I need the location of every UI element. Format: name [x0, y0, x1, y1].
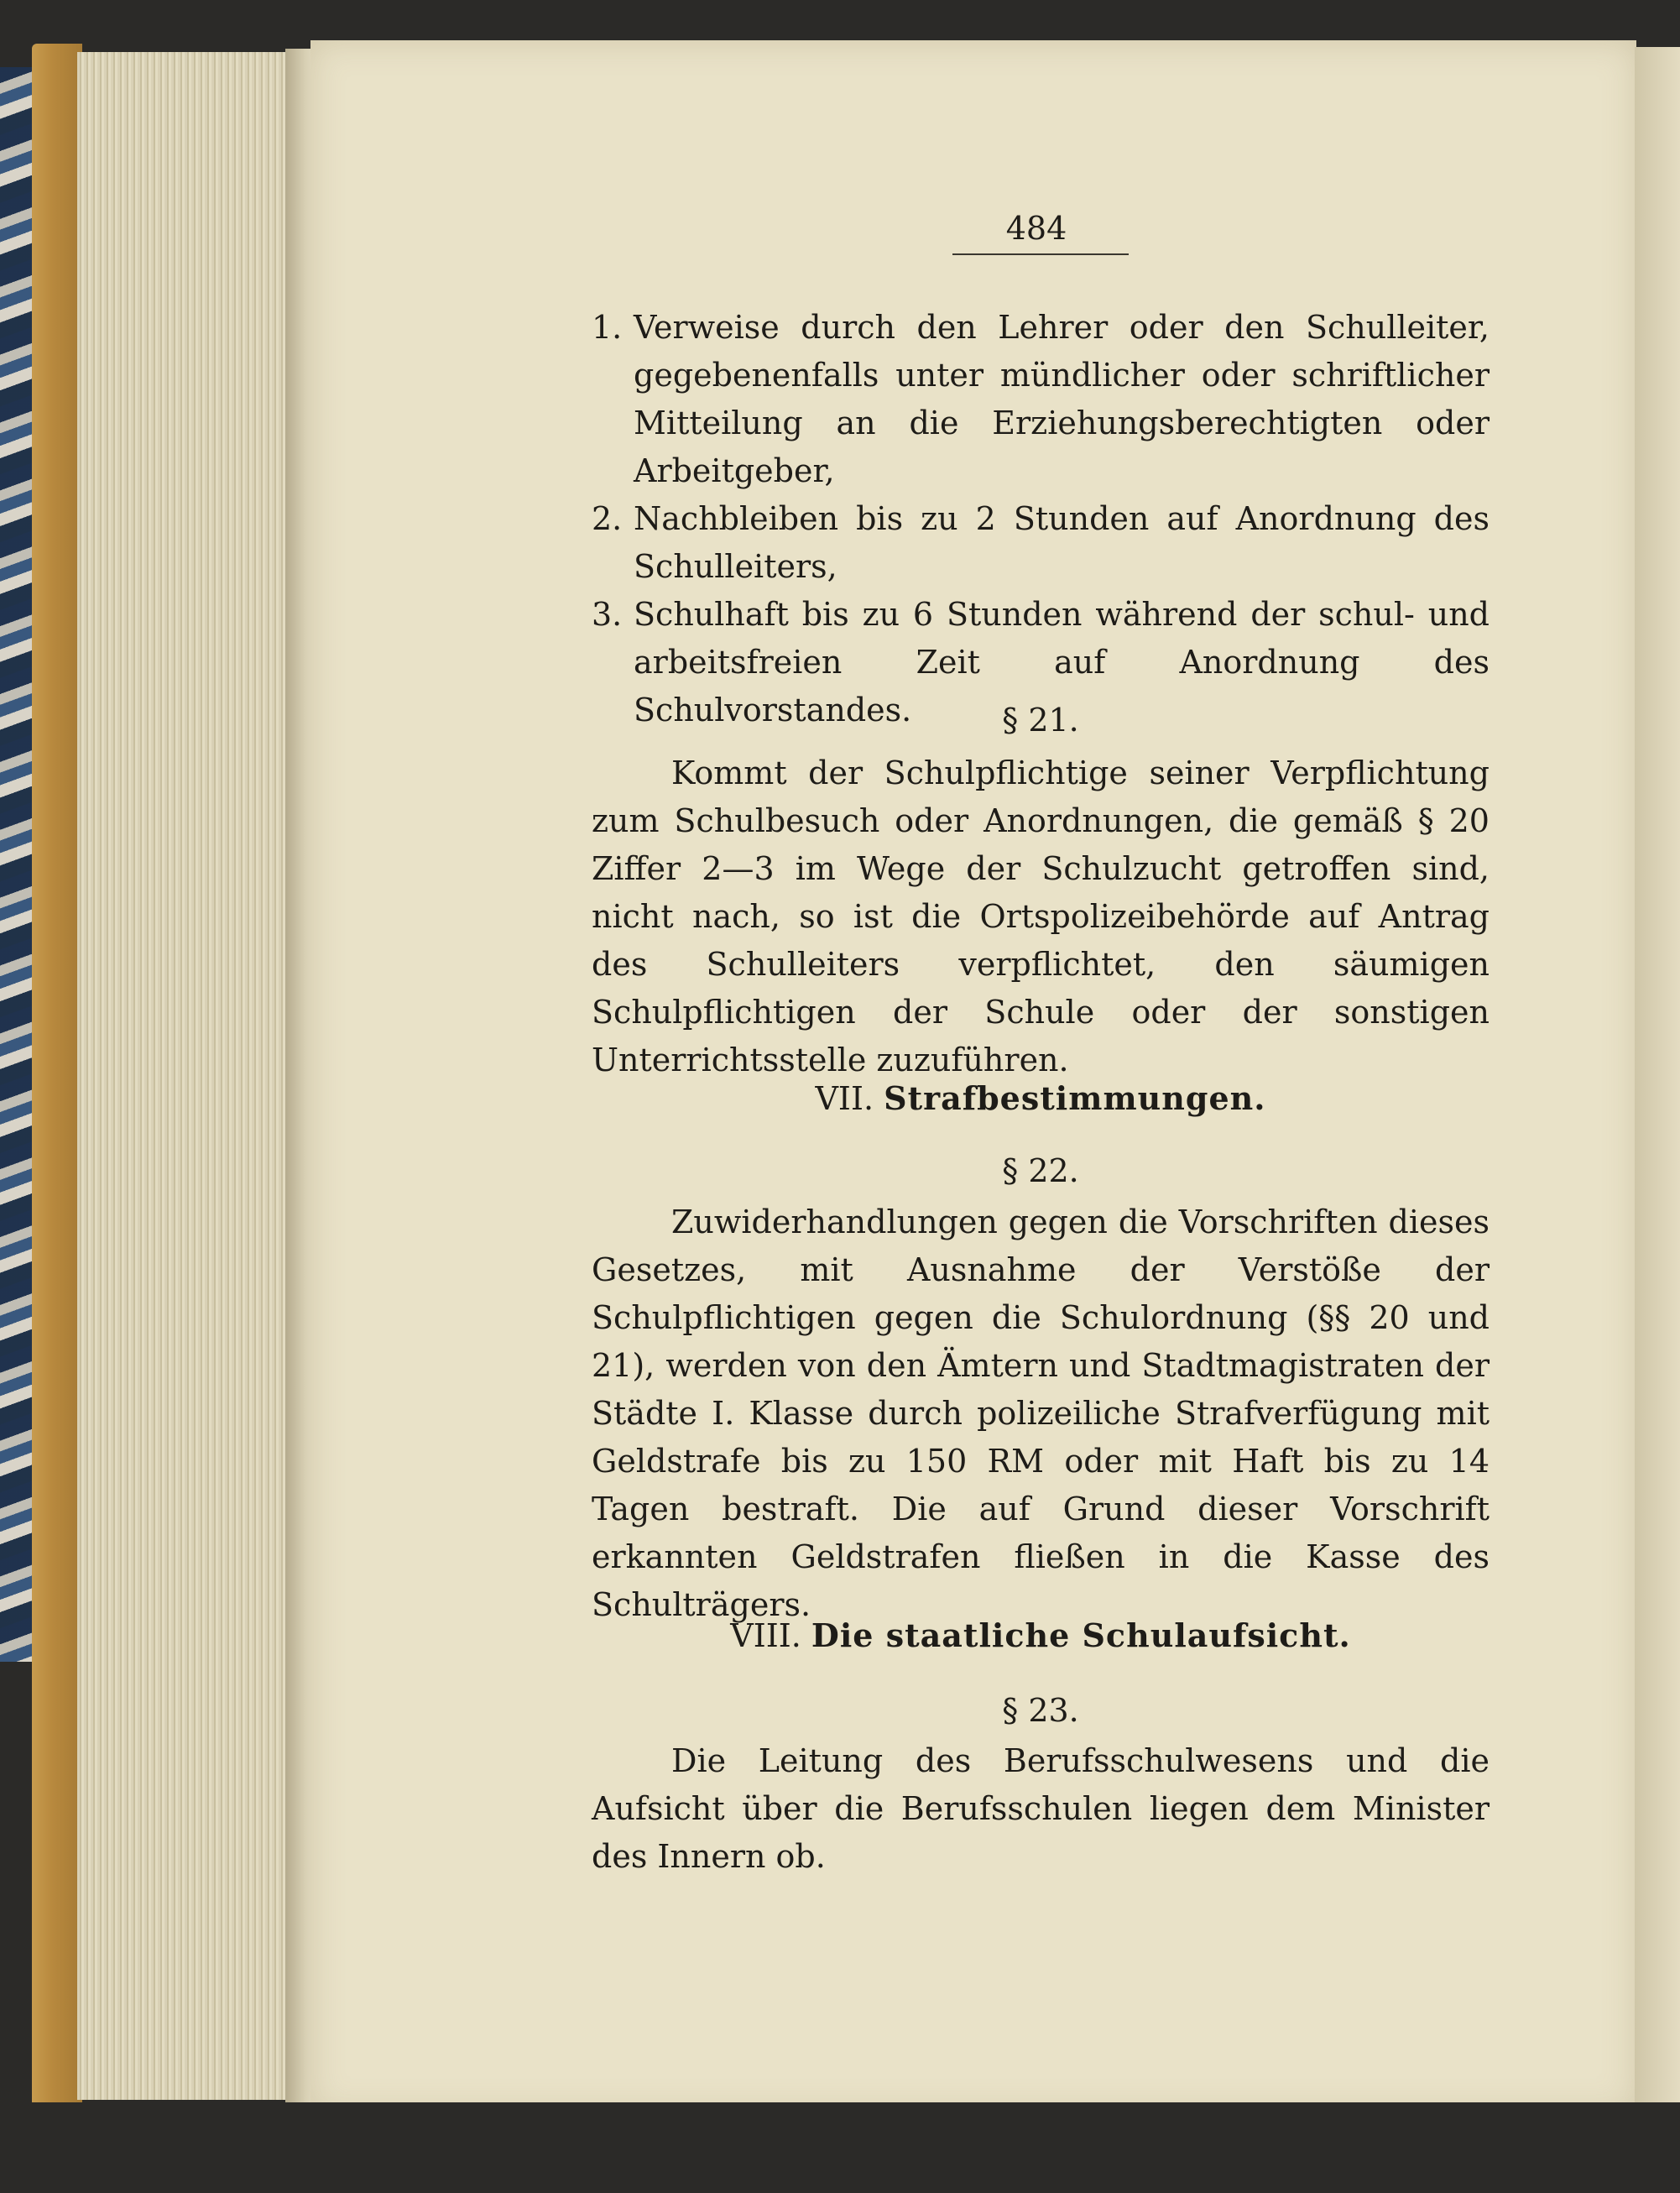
section-23-text: Die Leitung des Berufsschulwesens und die Aufsicht über die Berufsschulen liegen dem Minister des Innern ob. [592, 1742, 1490, 1875]
section-21-text: Kommt der Schulpflichtige seiner Verpflichtung zum Schulbesuch oder Anordnungen, die gemäß § 20 Ziffer 2—3 im Wege der Schulzucht getroffen sind, nicht nach, so ist die Ortspolizeibehörde auf Antrag des Schulleiters verpflichtet, den säumigen Schulpflichtigen der Schule oder der sonstigen Unterrichtsstelle zuzuführen. [592, 754, 1490, 1078]
section-23-heading: § 23. [1002, 1692, 1079, 1729]
list-number: 3. [592, 596, 623, 633]
list-text: Verweise durch den Lehrer oder den Schulleiter, gegebenenfalls unter mündlicher oder schriftlicher Mitteilung an die Erziehungsberechtigten oder Arbeitgeber, [634, 309, 1490, 489]
list-text: Nachbleiben bis zu 2 Stunden auf Anordnung des Schulleiters, [634, 500, 1490, 585]
list-text: Schulhaft bis zu 6 Stunden während der schul- und arbeitsfreien Zeit auf Anordnung des Schulvorstandes. [634, 596, 1490, 728]
chapter-8-heading [592, 1611, 1490, 1660]
page-number: 484 [1005, 210, 1067, 247]
bottom-background [0, 2102, 1680, 2193]
chapter-8-number: VIII. [730, 1617, 801, 1654]
section-22-heading: § 22. [1002, 1152, 1079, 1189]
chapter-8-title: Die staatliche Schulaufsicht. [811, 1616, 1351, 1654]
chapter-7-number: VII. [815, 1080, 874, 1117]
book-binding [32, 44, 82, 2108]
list-number: 1. [592, 309, 623, 346]
chapter-7-heading [592, 1074, 1490, 1123]
section-22-text: Zuwiderhandlungen gegen die Vorschriften dieses Gesetzes, mit Ausnahme der Verstöße der Schulpflichtigen gegen die Schulordnung (§§ 20 und 21), werden von den Ämtern und Stadtmagistraten der Städte I. Klasse durch polizeiliche Strafverfügung mit Geldstrafe bis zu 150 RM oder mit Haft bis zu 14 Tagen bestraft. Die auf Grund dieser Vorschrift erkannten Geldstrafen fließen in die Kasse des Schulträgers. [592, 1204, 1490, 1623]
section-21-heading: § 21. [1002, 702, 1079, 739]
list-number: 2. [592, 500, 623, 537]
page-stack [77, 52, 297, 2100]
chapter-7-title: Strafbestimmungen. [884, 1079, 1266, 1117]
marbled-edge [0, 67, 34, 1662]
list-item [592, 304, 1490, 495]
enumerated-list [592, 304, 1490, 734]
list-item [592, 495, 1490, 591]
next-page-edge [1635, 47, 1680, 2120]
page-number-rule [952, 253, 1129, 255]
